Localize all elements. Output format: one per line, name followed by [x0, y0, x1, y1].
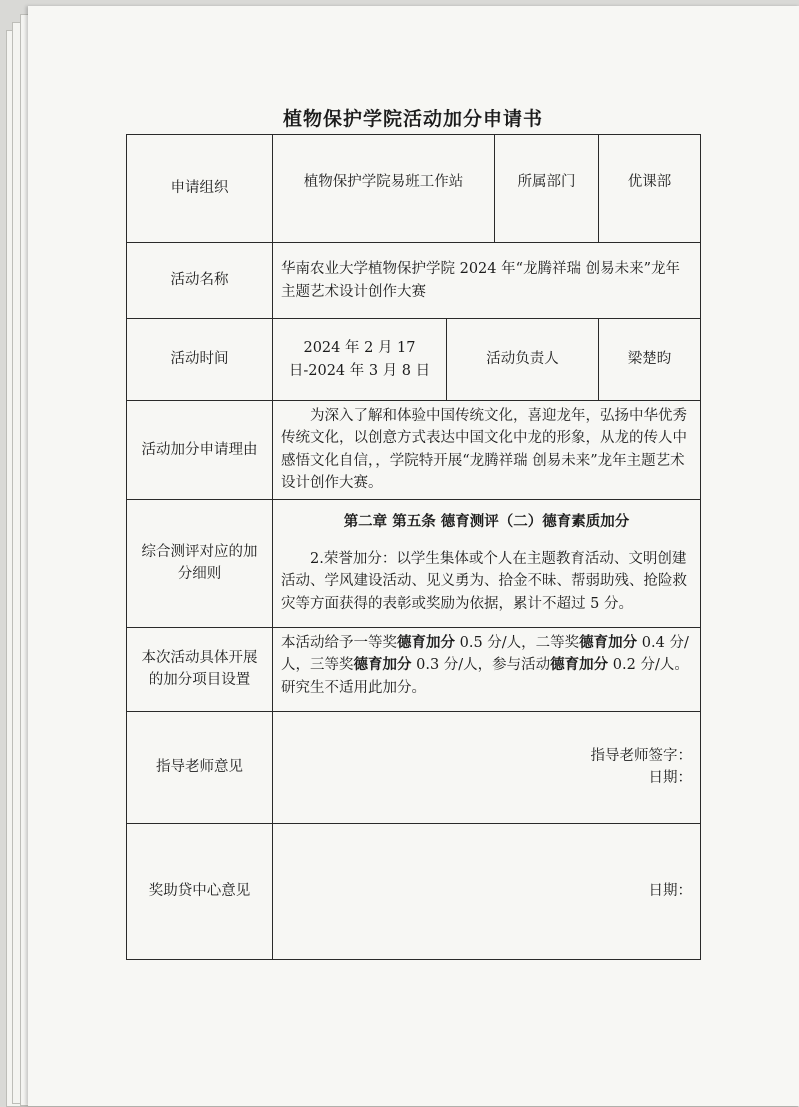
detail-cell [273, 499, 701, 627]
table-row [127, 627, 701, 711]
items-bold-text: 德育加分 [550, 656, 609, 674]
table-row [127, 401, 701, 500]
table-row [127, 135, 701, 243]
advisor-date: 日期： [648, 770, 692, 787]
items-text: 0.3 分/人，参与活动 [411, 657, 551, 674]
items-text: 0.4 分/人，三等奖 [281, 634, 689, 674]
detail-value: 2.荣誉加分：以学生集体或个人在主题教育活动、文明创建活动、学风建设活动、见义勇为、拾金不昧、帮弱助残、抢险救灾等方面获得的表彰或奖励为依据，累计不超过 5 分。 [281, 550, 687, 612]
items-bold-text: 德育加分 [579, 633, 638, 651]
org-label: 申请组织 [127, 135, 273, 243]
org-value: 植物保护学院易班工作站 [273, 135, 495, 243]
items-text: 0.2 分/人。研究生不适用此加分。 [281, 657, 689, 696]
items-label: 本次活动具体开展的加分项目设置 [127, 627, 273, 711]
leader-value: 梁楚昀 [599, 319, 701, 401]
detail-label: 综合测评对应的加分细则 [127, 499, 273, 627]
items-bold-text: 德育加分 [397, 633, 455, 651]
items-text: 0.5 分/人，二等奖 [455, 634, 580, 651]
application-form-table [126, 134, 701, 960]
advisor-sign: 指导老师签字： [590, 747, 692, 764]
document-title: 植物保护学院活动加分申请书 [282, 108, 543, 130]
table-row [127, 823, 701, 959]
activity-name-label: 活动名称 [127, 243, 273, 319]
table-row [127, 243, 701, 319]
items-text: 本活动给予一等奖 [281, 634, 397, 651]
dept-label: 所属部门 [495, 135, 599, 243]
leader-label: 活动负责人 [447, 319, 599, 401]
table-row [127, 499, 701, 627]
time-value: 2024 年 2 月 17 日-2024 年 3 月 8 日 [273, 319, 447, 401]
aid-label: 奖助贷中心意见 [127, 823, 273, 959]
aid-date: 日期： [273, 823, 701, 959]
activity-name-value: 华南农业大学植物保护学院 2024 年“龙腾祥瑞 创易未来”龙年主题艺术设计创作大赛 [273, 243, 701, 319]
time-label: 活动时间 [127, 319, 273, 401]
detail-heading: 第二章 第五条 德育测评（二）德育素质加分 [343, 513, 630, 531]
dept-value: 优课部 [599, 135, 701, 243]
reason-value: 为深入了解和体验中国传统文化，喜迎龙年，弘扬中华优秀传统文化，以创意方式表达中国文化中龙的形象，从龙的传人中感悟文化自信，，学院特开展“龙腾祥瑞 创易未来”龙年主题艺术设计创作大赛。 [273, 401, 701, 500]
items-value [273, 627, 701, 711]
table-row [127, 319, 701, 401]
reason-label: 活动加分申请理由 [127, 401, 273, 500]
advisor-cell [273, 711, 701, 823]
table-row [127, 711, 701, 823]
items-bold-text: 德育加分 [353, 656, 412, 674]
advisor-label: 指导老师意见 [127, 711, 273, 823]
